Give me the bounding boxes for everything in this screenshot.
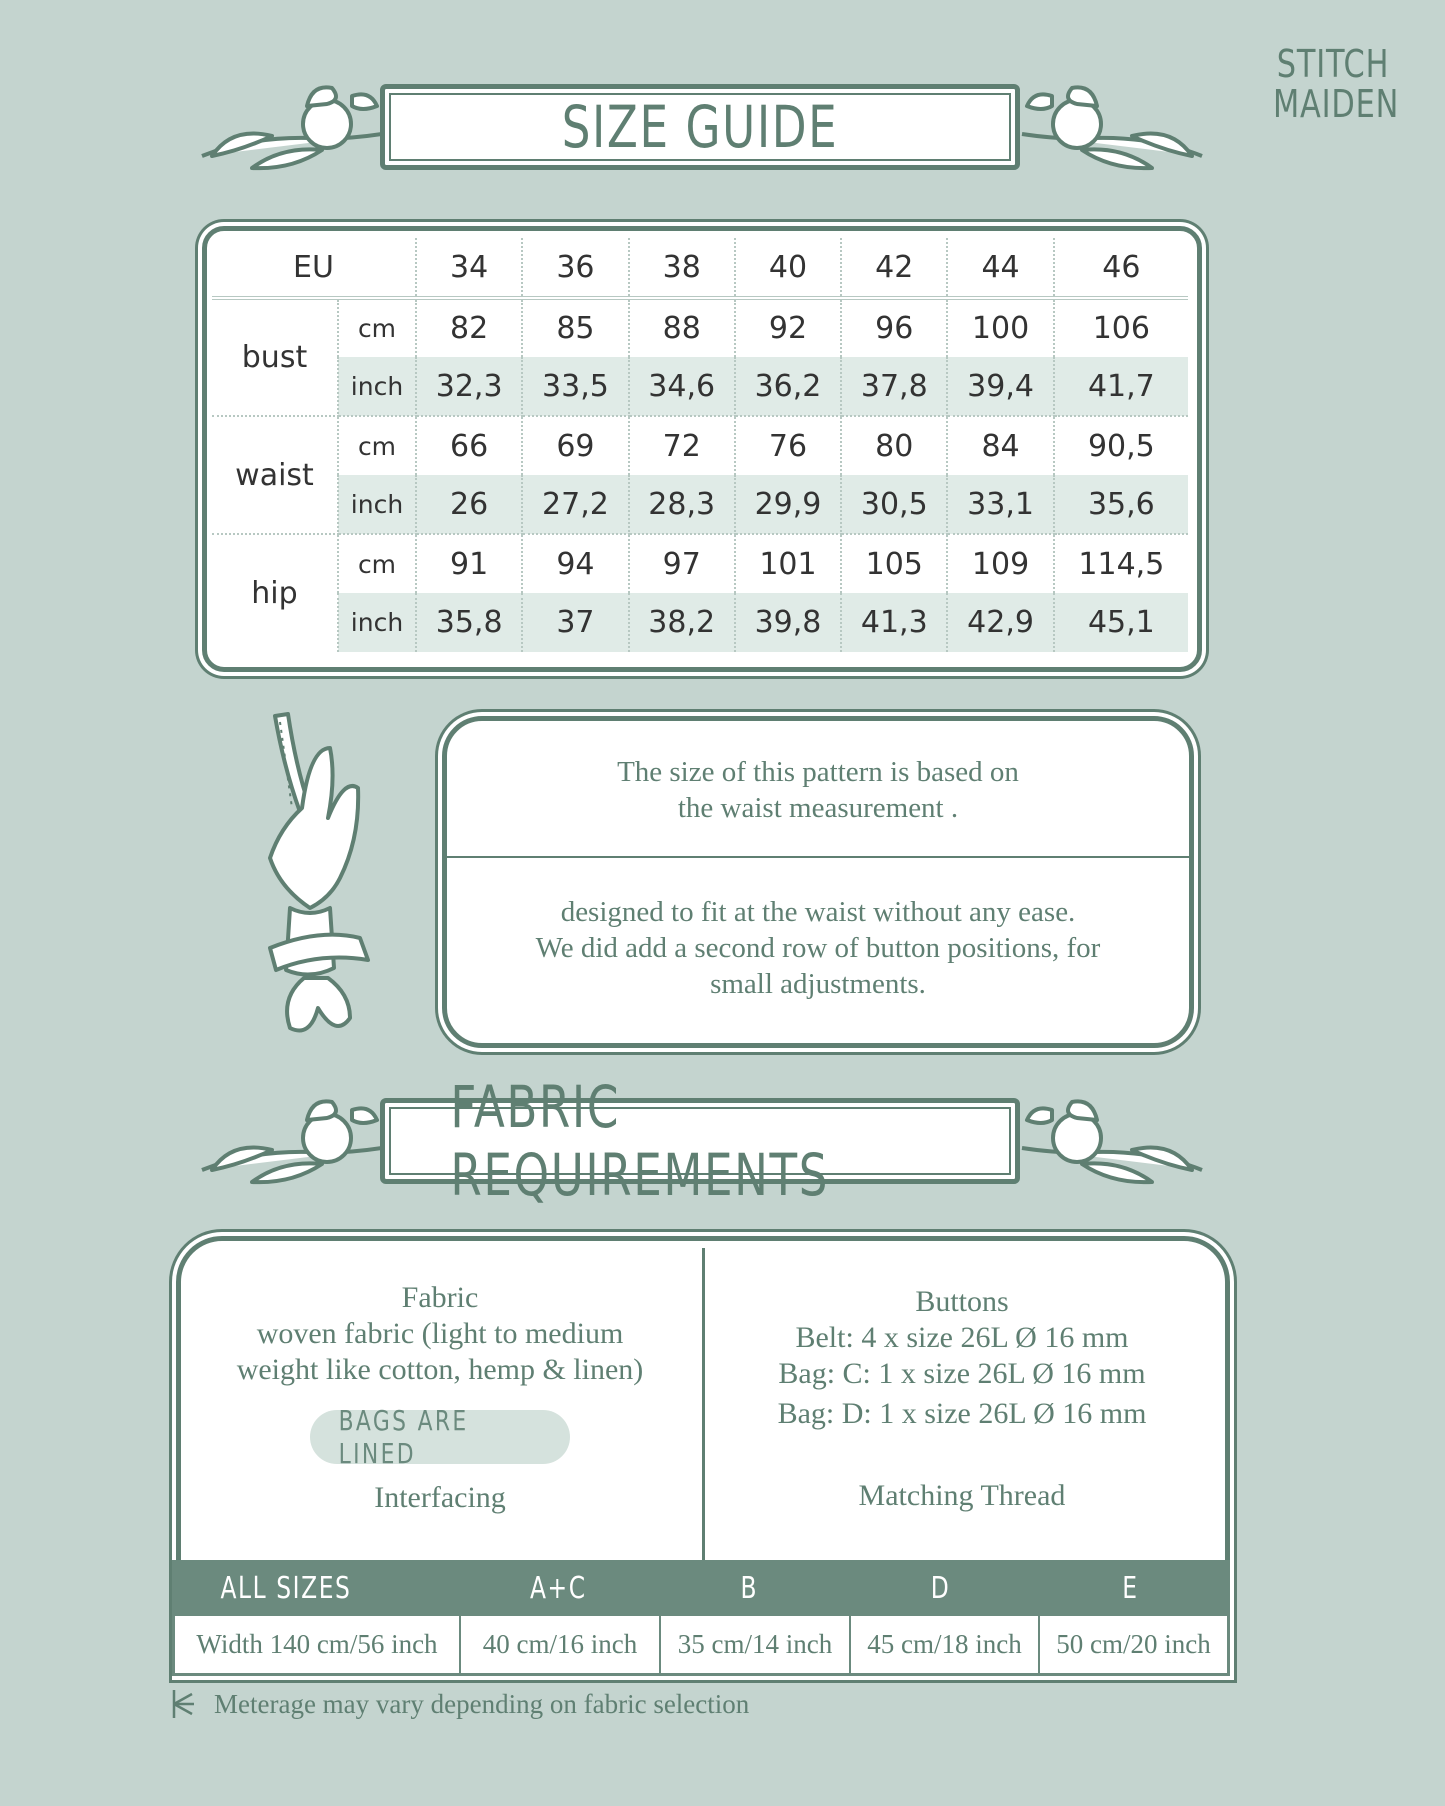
info-line-3: designed to fit at the waist without any ease. bbox=[560, 896, 1076, 928]
table-cell: 91 bbox=[416, 534, 522, 593]
table-cell: 32,3 bbox=[416, 357, 522, 416]
bar-all-sizes: ALL SIZES bbox=[220, 1570, 352, 1606]
table-cell: 28,3 bbox=[629, 475, 735, 534]
width-b: 35 cm/14 inch bbox=[661, 1616, 851, 1673]
info-line-1: The size of this pattern is based on bbox=[617, 756, 1019, 788]
table-cell: 27,2 bbox=[522, 475, 628, 534]
measure-label-hip: hip bbox=[212, 534, 338, 652]
table-cell: 39,8 bbox=[735, 593, 841, 652]
table-cell: 105 bbox=[841, 534, 947, 593]
interfacing-label: Interfacing bbox=[374, 1481, 506, 1514]
table-cell: 33,5 bbox=[522, 357, 628, 416]
fabric-title: FABRIC REQUIREMENTS bbox=[450, 1073, 830, 1209]
table-cell: 66 bbox=[416, 416, 522, 475]
info-line-5: small adjustments. bbox=[710, 968, 926, 1000]
bags-lined-badge bbox=[310, 1404, 570, 1470]
table-cell: 94 bbox=[522, 534, 628, 593]
brand-logo bbox=[1258, 44, 1408, 164]
fabric-line-1: woven fabric (light to medium bbox=[256, 1317, 624, 1350]
measure-label-waist: waist bbox=[212, 416, 338, 534]
left-flourish-icon bbox=[192, 76, 392, 176]
width-e: 50 cm/20 inch bbox=[1056, 1629, 1211, 1659]
table-cell: 90,5 bbox=[1087, 428, 1155, 464]
unit-cm: cm bbox=[338, 416, 416, 475]
table-cell: 69 bbox=[522, 416, 628, 475]
table-cell: 34,6 bbox=[629, 357, 735, 416]
table-cell: 96 bbox=[841, 298, 947, 357]
width-d: 45 cm/18 inch bbox=[851, 1616, 1040, 1673]
table-cell: 80 bbox=[841, 416, 947, 475]
widths-row bbox=[172, 1616, 1230, 1676]
info-line-4: We did add a second row of button positions, for bbox=[535, 932, 1101, 964]
table-cell: 41,7 bbox=[1054, 357, 1188, 416]
brand-line1: STITCH bbox=[1276, 42, 1390, 86]
table-row bbox=[212, 298, 1188, 357]
unit-cm: cm bbox=[338, 534, 416, 593]
bar-e: E bbox=[1122, 1570, 1139, 1606]
table-cell: 38,2 bbox=[629, 593, 735, 652]
table-cell: 106 bbox=[1092, 311, 1150, 346]
table-cell: 101 bbox=[735, 534, 841, 593]
table-cell: 41,3 bbox=[841, 593, 947, 652]
table-cell: 35,6 bbox=[1054, 475, 1188, 534]
table-cell: 36,2 bbox=[735, 357, 841, 416]
buttons-heading: Buttons bbox=[915, 1285, 1009, 1318]
bar-ac: A+C bbox=[529, 1570, 587, 1606]
footnote bbox=[170, 1688, 749, 1720]
buttons-line-2: Bag: C: 1 x size 26L Ø 16 mm bbox=[778, 1357, 1146, 1390]
table-cell: 42,9 bbox=[947, 593, 1053, 652]
fabric-column bbox=[190, 1280, 690, 1388]
left-flourish-icon bbox=[192, 1090, 392, 1190]
fabric-banner bbox=[380, 1073, 1020, 1209]
size-header: 46 bbox=[1054, 238, 1188, 298]
table-cell: 76 bbox=[735, 416, 841, 475]
size-header: 44 bbox=[947, 238, 1053, 298]
fabric-heading: Fabric bbox=[401, 1281, 479, 1314]
size-guide-banner bbox=[380, 84, 1020, 170]
table-cell: 45,1 bbox=[1054, 593, 1188, 652]
table-row bbox=[212, 593, 1188, 652]
size-header: 42 bbox=[841, 238, 947, 298]
width-all: Width 140 cm/56 inch bbox=[175, 1616, 461, 1673]
thread-label: Matching Thread bbox=[858, 1479, 1066, 1512]
buttons-line-3: Bag: D: 1 x size 26L Ø 16 mm bbox=[777, 1397, 1147, 1430]
brand-line2: MAIDEN bbox=[1273, 82, 1400, 126]
size-guide-title: SIZE GUIDE bbox=[561, 93, 839, 161]
table-cell: 39,4 bbox=[947, 357, 1053, 416]
sizes-bar bbox=[172, 1560, 1230, 1616]
info-bottom-text bbox=[447, 894, 1189, 1002]
bags-lined-label: BAGS ARE LINED bbox=[338, 1404, 469, 1470]
right-flourish-icon bbox=[1012, 76, 1212, 176]
bar-d: D bbox=[930, 1570, 951, 1606]
size-table bbox=[212, 238, 1188, 652]
table-cell: 88 bbox=[629, 298, 735, 357]
unit-inch: inch bbox=[338, 475, 416, 534]
width-ac: 40 cm/16 inch bbox=[461, 1616, 661, 1673]
table-row bbox=[212, 534, 1188, 593]
measure-label-bust: bust bbox=[212, 298, 338, 416]
unit-cm: cm bbox=[338, 298, 416, 357]
unit-inch: inch bbox=[338, 357, 416, 416]
table-cell: 37 bbox=[522, 593, 628, 652]
table-row bbox=[212, 475, 1188, 534]
table-cell: 109 bbox=[947, 534, 1053, 593]
table-row bbox=[212, 357, 1188, 416]
needle-arrow-icon bbox=[170, 1688, 196, 1720]
unit-inch: inch bbox=[338, 593, 416, 652]
table-cell: 84 bbox=[947, 416, 1053, 475]
size-table-header-row bbox=[212, 238, 1188, 298]
info-line-2: the waist measurement . bbox=[677, 792, 959, 824]
fabric-line-2: weight like cotton, hemp & linen) bbox=[236, 1353, 644, 1386]
table-cell: 82 bbox=[416, 298, 522, 357]
size-header: 40 bbox=[735, 238, 841, 298]
buttons-line-1: Belt: 4 x size 26L Ø 16 mm bbox=[795, 1321, 1129, 1354]
bar-b: B bbox=[740, 1570, 759, 1606]
table-row bbox=[212, 416, 1188, 475]
table-cell: 33,1 bbox=[947, 475, 1053, 534]
buttons-column bbox=[712, 1284, 1212, 1432]
right-flourish-icon bbox=[1012, 1090, 1212, 1190]
table-cell: 26 bbox=[416, 475, 522, 534]
table-cell: 30,5 bbox=[841, 475, 947, 534]
info-top-text bbox=[447, 754, 1189, 826]
fabric-column-divider bbox=[702, 1248, 705, 1560]
table-cell: 100 bbox=[947, 298, 1053, 357]
size-header: 38 bbox=[629, 238, 735, 298]
table-cell: 37,8 bbox=[841, 357, 947, 416]
table-cell: 97 bbox=[629, 534, 735, 593]
table-cell: 114,5 bbox=[1078, 546, 1165, 582]
table-cell: 29,9 bbox=[735, 475, 841, 534]
table-cell: 92 bbox=[735, 298, 841, 357]
table-cell: 85 bbox=[522, 298, 628, 357]
info-divider bbox=[447, 856, 1189, 858]
size-header: 36 bbox=[522, 238, 628, 298]
size-header: 34 bbox=[416, 238, 522, 298]
hand-measuring-tape-icon bbox=[240, 708, 390, 1058]
table-cell: 35,8 bbox=[416, 593, 522, 652]
eu-label: EU bbox=[212, 238, 416, 298]
footnote-text: Meterage may vary depending on fabric selection bbox=[214, 1688, 750, 1719]
table-cell: 72 bbox=[629, 416, 735, 475]
